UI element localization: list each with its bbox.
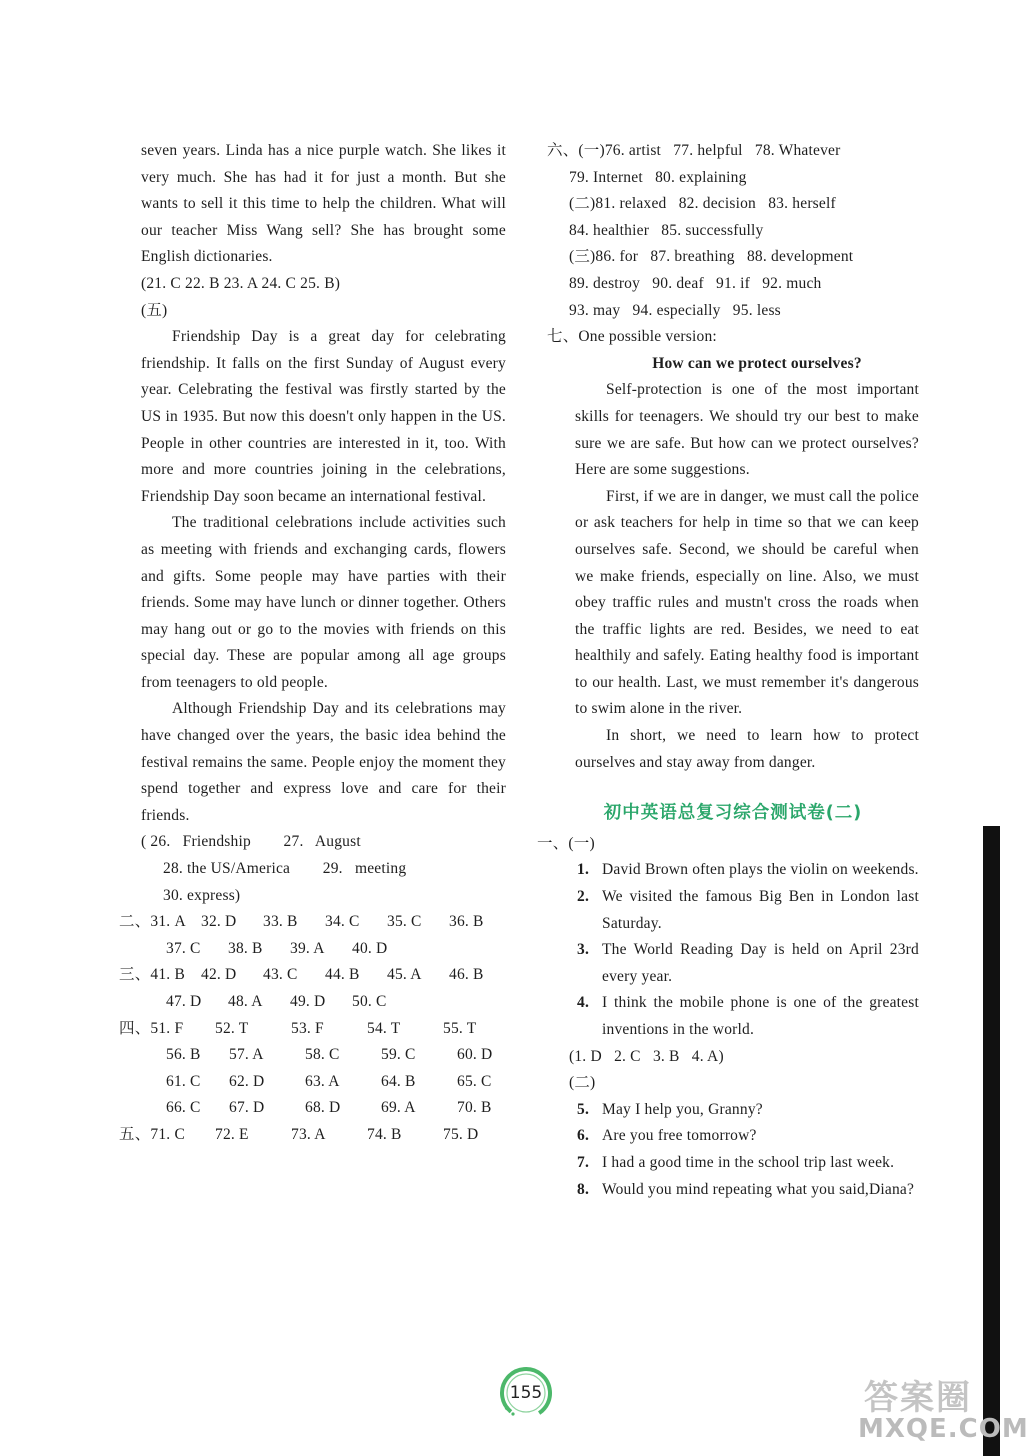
answer-cell: 64. B <box>381 1072 416 1090</box>
answer-cell: 73. A <box>291 1125 326 1143</box>
answer-cell: 50. C <box>352 993 387 1010</box>
question-text: We visited the famous Big Ben in London last Saturday. <box>602 888 919 932</box>
question-number: 7. <box>577 1153 590 1171</box>
answer-cell: 46. B <box>449 966 484 984</box>
answers-section-four <box>119 1016 506 1122</box>
question-text: David Brown often plays the violin on weekends. <box>602 861 919 879</box>
answers-row-4d <box>166 1095 506 1122</box>
question-number: 8. <box>577 1180 590 1198</box>
blank-answers-line-2: 28. the US/America 29. meeting <box>163 860 407 878</box>
answer-cell: 56. B <box>166 1046 201 1064</box>
sub-section-2: (二) <box>569 1074 596 1092</box>
answer-cell: 40. D <box>352 939 388 957</box>
answer-cell: 37. C <box>166 939 201 957</box>
answer-cell: 57. A <box>229 1046 264 1064</box>
blank-answers-line-1: ( 26. Friendship 27. August <box>141 833 361 851</box>
answer-cell: 四、51. F <box>119 1019 184 1037</box>
answer-cell: 74. B <box>367 1125 402 1143</box>
page-edge-tab <box>983 826 1000 1456</box>
answer-cell: 33. B <box>263 913 298 931</box>
answers-row-2a <box>119 909 506 936</box>
answer-cell: 67. D <box>229 1099 265 1117</box>
page-number: 155 <box>509 1383 543 1403</box>
sec6-line-6: 89. destroy 90. deaf 91. if 92. much <box>569 274 822 292</box>
sec6-line-4: 84. healthier 85. successfully <box>569 221 764 239</box>
question-text: I had a good time in the school trip last week. <box>602 1153 895 1171</box>
list-item <box>547 990 919 1043</box>
answer-cell: 53. F <box>291 1019 324 1037</box>
sec6-line-2: 79. Internet 80. explaining <box>569 168 747 186</box>
answer-cell: 60. D <box>457 1046 493 1064</box>
question-text: Would you mind repeating what you said,Diana? <box>602 1180 915 1198</box>
essay-title: How can we protect ourselves? <box>652 354 862 372</box>
answers-row-3b <box>166 989 506 1016</box>
question-number: 6. <box>577 1127 590 1145</box>
answer-cell: 54. T <box>367 1019 401 1037</box>
test-2-section-1: 一、(一) <box>537 834 595 852</box>
question-text: I think the mobile phone is one of the greatest inventions in the world. <box>602 994 919 1038</box>
answer-cell: 65. C <box>457 1072 492 1090</box>
watermark-logo <box>858 1370 1029 1450</box>
list-item <box>547 857 919 884</box>
answer-cell: 38. B <box>228 939 263 957</box>
answer-cell: 五、71. C <box>119 1125 185 1143</box>
answer-cell: 61. C <box>166 1072 201 1090</box>
answer-cell: 59. C <box>381 1046 416 1064</box>
answer-cell: 二、31. A <box>119 913 186 931</box>
answer-cell: 75. D <box>443 1125 479 1143</box>
question-number: 1. <box>577 861 590 879</box>
sec6-line-7: 93. may 94. especially 95. less <box>569 301 781 319</box>
section-five-label: (五) <box>141 301 168 319</box>
list-item <box>547 1097 919 1124</box>
answers-row-5 <box>119 1122 506 1149</box>
answers-row-4a <box>119 1016 506 1043</box>
friendship-para-1: Friendship Day is a great day for celebrating friendship. It falls on the first Sunday of August every year. Celebrating the festival was firstly started by the US in 1935. But now this doesn't only happen in the US. People in other countries are interested in it, too. With more and more countries joining in the celebrations, Friendship Day soon became an international festival. <box>141 328 506 505</box>
answer-cell: 52. T <box>215 1019 249 1037</box>
question-text: Are you free tomorrow? <box>602 1127 757 1145</box>
answer-cell: 69. A <box>381 1099 416 1117</box>
answer-cell: 48. A <box>228 993 263 1010</box>
reading-passage-end: seven years. Linda has a nice purple watch. She likes it very much. She has had it for just a month. But she wants to sell it this time to help the children. What will our teacher Miss Wang sell? She has brought some English dictionaries. <box>141 142 506 266</box>
right-column <box>537 138 919 1203</box>
answer-cell: 72. E <box>215 1125 249 1143</box>
friendship-para-2: The traditional celebrations include activities such as meeting with friends and exchanging cards, flowers and gifts. Some people may have parties with their friends. Some may have lunch or dinner together. Others may hang out or go to the movies with friends on this special day. These are popular among all age groups from teenagers to old people. <box>141 514 506 691</box>
list-item <box>547 1177 919 1204</box>
answer-cell: 63. A <box>305 1072 340 1090</box>
answers-row-4b <box>166 1042 506 1069</box>
left-column <box>119 138 506 1149</box>
sec6-line-3: (二)81. relaxed 82. decision 83. herself <box>569 195 836 213</box>
question-number: 3. <box>577 941 590 959</box>
listening-part-2 <box>547 1097 919 1203</box>
answer-cell: 三、41. B <box>119 966 185 984</box>
answer-cell: 35. C <box>387 913 422 931</box>
answers-1-4: (1. D 2. C 3. B 4. A) <box>569 1047 724 1065</box>
essay-para-1: Self-protection is one of the most important skills for teenagers. We should try our best to make sure we are safe. But how can we protect ourselves? Here are some suggestions. <box>575 381 919 479</box>
answer-cell: 66. C <box>166 1099 201 1117</box>
page-number-badge <box>497 1364 555 1422</box>
question-number: 4. <box>577 994 590 1012</box>
answer-cell: 62. D <box>229 1072 265 1090</box>
answer-cell: 47. D <box>166 993 202 1010</box>
answers-row-3a <box>119 962 506 989</box>
essay-para-2: First, if we are in danger, we must call the police or ask teachers for help in time so that we can keep ourselves safe. Second, we should be careful when we make friends, especially on line. Also, we must obey traffic rules and mustn't cross the roads when the traffic lights are red. Besides, we need to eat healthily and safely. Eating healthy food is important to our health. Last, we must remember it's dangerous to swim alone in the river. <box>575 487 919 718</box>
answer-cell: 68. D <box>305 1099 341 1117</box>
answer-cell: 49. D <box>290 993 326 1010</box>
answer-cell: 32. D <box>201 913 237 931</box>
answer-cell: 55. T <box>443 1019 477 1037</box>
answer-cell: 42. D <box>201 966 237 984</box>
friendship-para-3: Although Friendship Day and its celebrations may have changed over the years, the basic idea behind the festival remains the same. People enjoy the moment they spend together and express love and care for their friends. <box>141 700 506 824</box>
watermark-text: MXQE.COM <box>858 1414 1029 1444</box>
question-number: 2. <box>577 888 590 906</box>
list-item <box>547 1150 919 1177</box>
answers-row-2b <box>166 936 506 963</box>
answer-cell: 45. A <box>387 966 422 984</box>
list-item <box>547 884 919 937</box>
answers-21-25: (21. C 22. B 23. A 24. C 25. B) <box>141 274 341 292</box>
answer-cell: 70. B <box>457 1099 492 1117</box>
answer-cell: 44. B <box>325 966 360 984</box>
question-text: The World Reading Day is held on April 23rd every year. <box>602 941 919 985</box>
answer-cell: 58. C <box>305 1046 340 1064</box>
listening-part-1 <box>547 857 919 1043</box>
blank-answers-line-3: 30. express) <box>163 886 241 904</box>
answer-cell: 43. C <box>263 966 298 984</box>
sec6-line-5: (三)86. for 87. breathing 88. development <box>569 248 854 266</box>
list-item <box>547 937 919 990</box>
answer-cell: 36. B <box>449 913 484 931</box>
question-number: 5. <box>577 1100 590 1118</box>
question-text: May I help you, Granny? <box>602 1100 763 1118</box>
essay-para-3: In short, we need to learn how to protect ourselves and stay away from danger. <box>575 727 919 771</box>
answer-cell: 39. A <box>290 939 325 957</box>
watermark-cn: 答案圈 <box>864 1378 972 1418</box>
essay <box>547 351 919 777</box>
list-item <box>547 1123 919 1150</box>
sec6-line-1: 六、(一)76. artist 77. helpful 78. Whatever <box>547 142 841 159</box>
answer-cell: 34. C <box>325 913 360 931</box>
test-2-title: 初中英语总复习综合测试卷(二) <box>603 803 863 824</box>
sec7-heading: 七、One possible version: <box>547 328 717 346</box>
answers-row-4c <box>166 1069 506 1096</box>
